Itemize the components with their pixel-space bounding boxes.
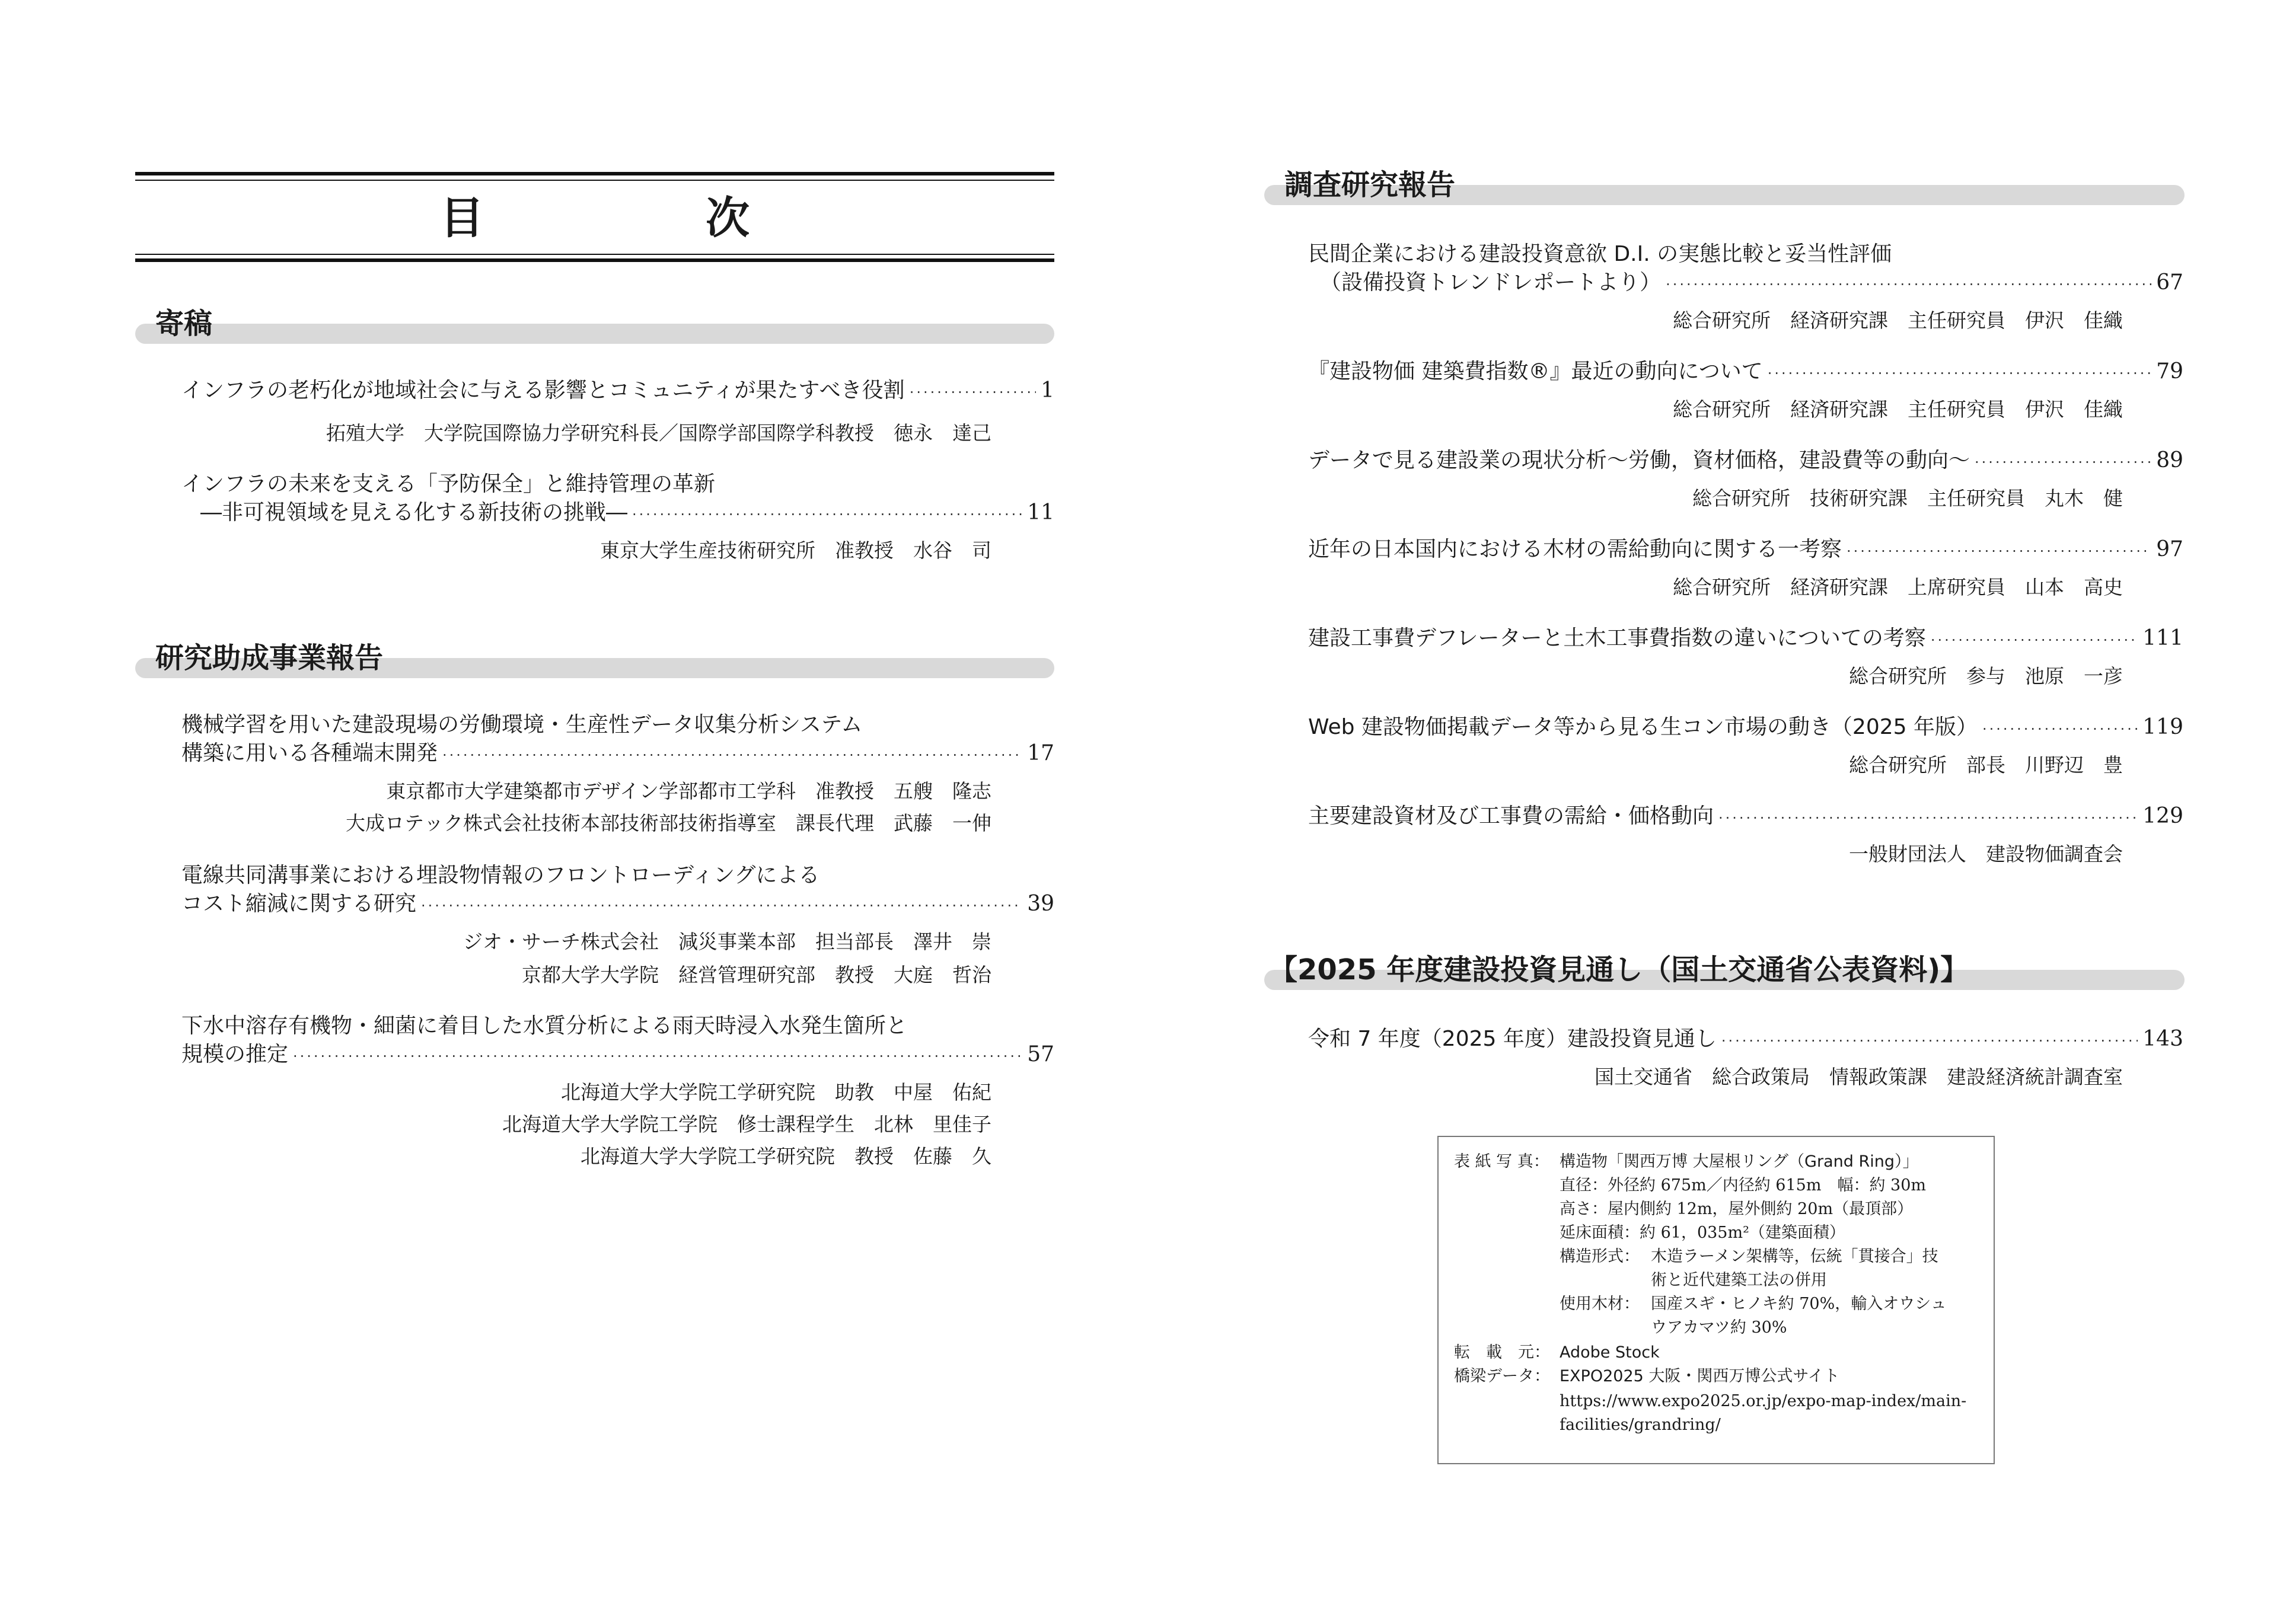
entry-page: 67: [2156, 270, 2183, 295]
section-bar-kikou: [135, 324, 1054, 344]
toc-entry[interactable]: [1308, 624, 2183, 655]
entry-page: 57: [1027, 1042, 1054, 1066]
toc-entry[interactable]: [1308, 713, 2183, 744]
cover-timber: 使用木材： 国産スギ・ヒノキ約 70%，輸入オウシュ: [1560, 1295, 1947, 1313]
entry-author: 北海道大学大学院工学院 修士課程学生 北林 里佳子: [502, 1113, 991, 1136]
cover-source-label: 転 載 元：: [1454, 1343, 1550, 1362]
entry-author: ジオ・サーチ株式会社 減災事業本部 担当部長 澤井 崇: [463, 930, 991, 953]
entry-title-line1[interactable]: 電線共同溝事業における埋設物情報のフロントローディングによる: [181, 863, 820, 887]
cover-photo-label: 表 紙 写 真：: [1454, 1152, 1549, 1171]
toc-entry[interactable]: [1308, 446, 2183, 477]
entry-title-line1[interactable]: インフラの未来を支える「予防保全」と維持管理の革新: [181, 472, 716, 496]
entry-author: 東京都市大学建築都市デザイン学部都市工学科 准教授 五艘 隆志: [386, 780, 991, 803]
entry-title: データで見る建設業の現状分析～労働，資材価格，建設費等の動向～: [1308, 448, 1970, 472]
leader-dots: [1666, 270, 2151, 299]
entry-author: 総合研究所 経済研究課 主任研究員 伊沢 佳織: [1673, 309, 2123, 332]
entry-title-line1[interactable]: 民間企業における建設投資意欲 D.I. の実態比較と妥当性評価: [1308, 242, 1892, 266]
toc-entry[interactable]: [1308, 801, 2183, 833]
toc-entry[interactable]: [200, 498, 1054, 529]
entry-author: 東京大学生産技術研究所 准教授 水谷 司: [600, 539, 991, 562]
entry-author: 総合研究所 技術研究課 主任研究員 丸木 健: [1692, 487, 2123, 510]
section-title-josei: 研究助成事業報告: [155, 641, 384, 675]
entry-title: 建設工事費デフレーターと土木工事費指数の違いについての考察: [1308, 626, 1926, 650]
toc-entry[interactable]: [181, 739, 1054, 770]
toc-entry[interactable]: [1320, 268, 2183, 299]
entry-title-line2: 構築に用いる各種端末開発: [181, 741, 438, 765]
entry-author: 一般財団法人 建設物価調査会: [1849, 842, 2123, 866]
entry-title: Web 建設物価掲載データ等から見る生コン市場の動き（2025 年版）: [1308, 715, 1978, 739]
leader-dots: [421, 891, 1022, 921]
entry-page: 89: [2156, 448, 2183, 472]
section-title-kikou: 寄稿: [155, 307, 213, 340]
toc-entry[interactable]: [1308, 357, 2183, 388]
cover-structure: 構造形式： 木造ラーメン架構等，伝統「貫接合」技: [1560, 1247, 1938, 1266]
entry-author: 総合研究所 部長 川野辺 豊: [1849, 753, 2123, 777]
entry-author: 大成ロテック株式会社技術本部技術部技術指導室 課長代理 武藤 一伸: [346, 812, 991, 835]
entry-author: 総合研究所 参与 池原 一彦: [1849, 665, 2123, 688]
entry-author: 総合研究所 経済研究課 主任研究員 伊沢 佳織: [1673, 398, 2123, 421]
entry-author: 京都大学大学院 経営管理研究部 教授 大庭 哲治: [522, 963, 991, 986]
cover-photo-title: 構造物「関西万博 大屋根リング（Grand Ring）」: [1560, 1152, 1919, 1171]
entry-title-line1[interactable]: 下水中溶存有機物・細菌に着目した水質分析による雨天時浸入水発生箇所と: [181, 1014, 908, 1038]
entry-page: 97: [2156, 537, 2183, 561]
leader-dots: [910, 378, 1036, 407]
entry-page: 111: [2142, 626, 2183, 650]
title-top-rule-thick: [135, 172, 1054, 175]
entry-author: 総合研究所 経済研究課 上席研究員 山本 高史: [1673, 576, 2123, 599]
page-title: 目 次: [440, 193, 838, 244]
cover-source-line: [1454, 1341, 1660, 1365]
entry-title: インフラの老朽化が地域社会に与える影響とコミュニティが果たすべき役割: [181, 378, 905, 403]
entry-page: 119: [2142, 715, 2183, 739]
leader-dots: [1721, 1026, 2138, 1056]
entry-title: 主要建設資材及び工事費の需給・価格動向: [1308, 804, 1714, 828]
entry-title: 令和 7 年度（2025 年度）建設投資見通し: [1308, 1027, 1717, 1051]
entry-title-line1[interactable]: 機械学習を用いた建設現場の労働環境・生産性データ収集分析システム: [181, 713, 863, 737]
entry-title-line2: ―非可視領域を見える化する新技術の挑戦―: [200, 500, 628, 525]
entry-page: 39: [1027, 892, 1054, 916]
entry-title: 『建設物価 建築費指数®』最近の動向について: [1308, 359, 1763, 384]
leader-dots: [1982, 714, 2138, 744]
cover-source: Adobe Stock: [1560, 1343, 1660, 1362]
cover-timber-cont: ウアカマツ約 30%: [1651, 1318, 1787, 1337]
cover-url-cont[interactable]: facilities/grandring/: [1560, 1416, 1721, 1434]
entry-title-line2: 規模の推定: [181, 1042, 289, 1066]
cover-floor-area: 延床面積：約 61，035m²（建築面積）: [1560, 1224, 1845, 1242]
toc-entry[interactable]: [181, 1040, 1054, 1071]
entry-title-line2: コスト縮減に関する研究: [181, 892, 417, 916]
entry-author: 北海道大学大学院工学研究院 教授 佐藤 久: [581, 1145, 991, 1168]
leader-dots: [1768, 359, 2151, 388]
cover-info-box: [1437, 1136, 1995, 1464]
cover-height: 高さ：屋内側約 12m，屋外側約 20m（最頂部）: [1560, 1200, 1914, 1218]
cover-data: EXPO2025 大阪・関西万博公式サイト: [1560, 1367, 1840, 1385]
toc-entry[interactable]: [181, 376, 1054, 407]
leader-dots: [1847, 536, 2151, 566]
section-title-mitoshi: 【2025 年度建設投資見通し（国土交通省公表資料)】: [1269, 953, 1969, 986]
entry-page: 143: [2142, 1027, 2183, 1051]
cover-data-line: [1454, 1365, 1840, 1388]
entry-author: 国土交通省 総合政策局 情報政策課 建設経済統計調査室: [1595, 1065, 2123, 1088]
leader-dots: [632, 500, 1022, 529]
entry-title-line2: （設備投資トレンドレポートより）: [1320, 270, 1662, 295]
cover-diameter: 直径：外径約 675m／内径約 615m 幅：約 30m: [1560, 1176, 1926, 1195]
cover-structure-cont: 術と近代建築工法の併用: [1651, 1271, 1827, 1289]
cover-data-label: 橋梁データ：: [1454, 1367, 1550, 1385]
entry-page: 79: [2156, 359, 2183, 384]
cover-photo-line: [1454, 1150, 1918, 1174]
leader-dots: [1975, 448, 2151, 477]
title-bottom-rule-thick: [135, 258, 1054, 262]
title-top-rule-thin: [135, 180, 1054, 181]
cover-url[interactable]: https://www.expo2025.or.jp/expo-map-index/main-: [1560, 1392, 1967, 1410]
entry-page: 17: [1027, 741, 1054, 765]
toc-entry[interactable]: [181, 889, 1054, 921]
title-bottom-rule-thin: [135, 254, 1054, 255]
toc-entry[interactable]: [1308, 535, 2183, 566]
leader-dots: [293, 1042, 1022, 1071]
entry-title: 近年の日本国内における木材の需給動向に関する一考察: [1308, 537, 1842, 561]
entry-page: 1: [1041, 378, 1054, 403]
leader-dots: [1931, 625, 2138, 655]
entry-page: 129: [2142, 804, 2183, 828]
leader-dots: [1718, 803, 2138, 833]
entry-page: 11: [1027, 500, 1054, 525]
section-title-chousa: 調査研究報告: [1284, 168, 1456, 202]
entry-author: 拓殖大学 大学院国際協力学研究科長／国際学部国際学科教授 徳永 達己: [326, 421, 991, 445]
entry-author: 北海道大学大学院工学研究院 助教 中屋 佑紀: [561, 1081, 991, 1104]
leader-dots: [442, 740, 1022, 770]
toc-entry[interactable]: [1308, 1024, 2183, 1056]
